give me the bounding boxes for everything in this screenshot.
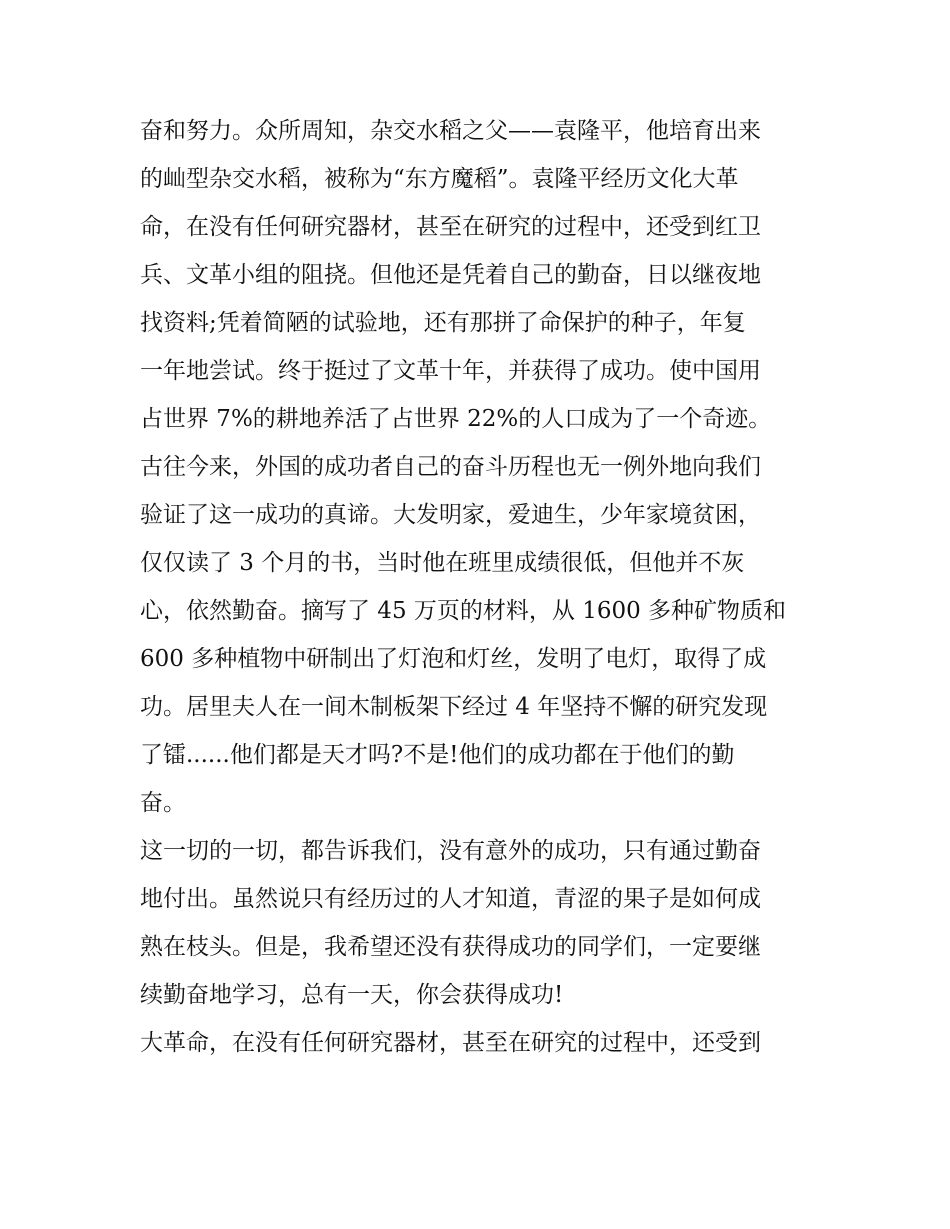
text-line: 心，依然勤奋。摘写了 45 万页的材料，从 1600 多种矿物质和 bbox=[140, 598, 787, 624]
text-line: 的屾型杂交水稻，被称为“东方魔稻”。袁隆平经历文化大革 bbox=[140, 166, 739, 192]
text-line: 仅仅读了 3 个月的书，当时他在班里成绩很低，但他并不灰 bbox=[140, 550, 745, 576]
text-line: 奋和努力。众所周知，杂交水稻之父——袁隆平，他培育出来 bbox=[140, 118, 761, 144]
text-line: 一年地尝试。终于挺过了文革十年，并获得了成功。使中国用 bbox=[140, 358, 761, 384]
text-line: 大革命，在没有任何研究器材，甚至在研究的过程中，还受到 bbox=[140, 1030, 761, 1056]
text-line: 验证了这一成功的真谛。大发明家，爱迪生，少年家境贫困， bbox=[140, 502, 761, 528]
text-line: 续勤奋地学习，总有一天，你会获得成功! bbox=[140, 982, 564, 1008]
text-line: 命，在没有任何研究器材，甚至在研究的过程中，还受到红卫 bbox=[140, 214, 761, 240]
document-body bbox=[140, 107, 820, 1067]
text-line: 了镭......他们都是天才吗?不是!他们的成功都在于他们的勤 bbox=[140, 742, 735, 768]
text-line: 这一切的一切，都告诉我们，没有意外的成功，只有通过勤奋 bbox=[140, 838, 761, 864]
text-line: 找资料;凭着简陋的试验地，还有那拼了命保护的种子，年复 bbox=[140, 310, 746, 336]
text-line: 奋。 bbox=[140, 790, 186, 816]
text-line: 地付出。虽然说只有经历过的人才知道，青涩的果子是如何成 bbox=[140, 886, 761, 912]
text-line: 功。居里夫人在一间木制板架下经过 4 年坚持不懈的研究发现 bbox=[140, 694, 768, 720]
text-line: 古往今来，外国的成功者自己的奋斗历程也无一例外地向我们 bbox=[140, 454, 761, 480]
text-line: 熟在枝头。但是，我希望还没有获得成功的同学们，一定要继 bbox=[140, 934, 761, 960]
text-line: 600 多种植物中研制出了灯泡和灯丝，发明了电灯，取得了成 bbox=[140, 646, 767, 672]
text-line: 兵、文革小组的阻挠。但他还是凭着自己的勤奋，日以继夜地 bbox=[140, 262, 761, 288]
text-line: 占世界 7%的耕地养活了占世界 22%的人口成为了一个奇迹。 bbox=[140, 406, 772, 432]
